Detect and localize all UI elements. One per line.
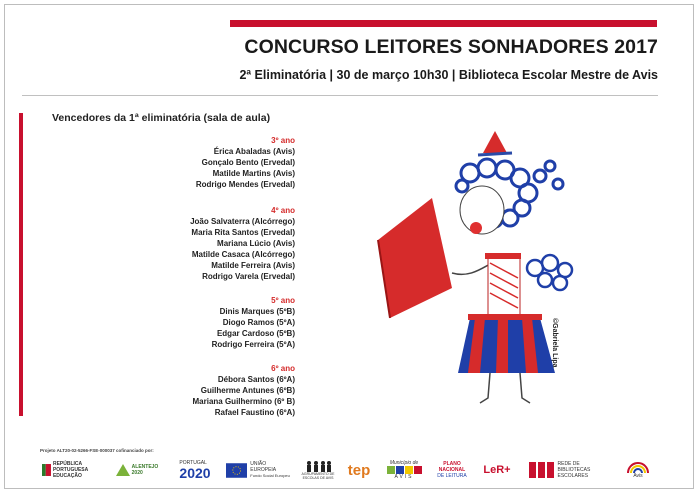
face (460, 186, 504, 234)
logo-sub: EDUCAÇÃO (52, 473, 82, 479)
alentejo-icon (116, 464, 130, 476)
rainbow-icon (626, 461, 650, 473)
hat-shape (483, 131, 507, 153)
logo-label: UNIÃO EUROPEIA (250, 461, 277, 473)
grade-label: 3º ano (271, 136, 295, 145)
winner-name: João Salvaterra (Alcórrego) (190, 217, 295, 226)
rbe-icon (529, 462, 555, 478)
portugal-2020-logo (170, 458, 220, 482)
logo-label: REPÚBLICA PORTUGUESA (52, 461, 89, 473)
winner-name: Rodrigo Ferreira (5ºA) (211, 340, 295, 349)
winner-name: Rodrigo Varela (Ervedal) (202, 272, 295, 281)
winner-name: Matilde Ferreira (Avis) (211, 261, 295, 270)
winners-list (75, 135, 295, 433)
winner-name: Edgar Cardoso (5ºB) (216, 329, 295, 338)
winner-name: Dinis Marques (5ºB) (219, 307, 295, 316)
logo-label: Município de (389, 460, 419, 466)
winner-name: Matilde Martins (Avis) (212, 169, 295, 178)
red-book (378, 198, 452, 318)
funding-note: Projeto ALT20-02-5266-FSE-000037 cofinanciado por: (40, 448, 154, 453)
wings (527, 255, 572, 290)
logo-label: PLANO NACIONAL (438, 461, 466, 473)
logo-label: PORTUGAL (179, 460, 207, 466)
winner-name: Érica Abaladas (Avis) (213, 147, 295, 156)
winner-name: Mariana Lúcio (Avis) (217, 239, 295, 248)
be-avis-logo (622, 458, 654, 482)
alentejo-2020-logo (108, 458, 166, 482)
logo-label: ALENTEJO (131, 464, 159, 470)
grade-group-5 (75, 295, 295, 350)
republica-portuguesa-logo (42, 458, 102, 482)
municipio-avis-logo (382, 458, 426, 482)
logo-label: tep (347, 461, 371, 479)
winner-name: Rafael Faustino (6ºA) (214, 408, 295, 417)
grade-label: 4º ano (271, 206, 295, 215)
logo-label: REDE DE BIBLIOTECAS ESCOLARES (557, 461, 591, 479)
event-subtitle: 2ª Eliminatória | 30 de março 10h30 | Biblioteca Escolar Mestre de Avis (239, 68, 658, 82)
logo-label: LeR+ (483, 464, 511, 476)
page-title: CONCURSO LEITORES SONHADORES 2017 (244, 36, 658, 58)
grade-label: 5º ano (271, 296, 295, 305)
winner-name: Guilherme Antunes (6ºB) (200, 386, 295, 395)
avis-color-blocks (387, 466, 422, 474)
plano-nacional-leitura-logo (432, 458, 472, 482)
winner-name: Rodrigo Mendes (Ervedal) (195, 180, 295, 189)
header-divider (22, 95, 658, 96)
top-accent-bar (230, 20, 657, 27)
grade-group-3 (75, 135, 295, 190)
section-heading: Vencedores da 1ª eliminatória (sala de aula) (52, 112, 271, 124)
rede-bibliotecas-logo (522, 458, 614, 482)
grade-group-4 (75, 205, 295, 282)
agrupamento-logo (298, 458, 338, 482)
eu-flag-icon (226, 463, 247, 478)
reader-illustration (370, 128, 590, 413)
logo-sub: DE LEITURA (437, 473, 467, 479)
side-accent-bar (19, 113, 23, 416)
winner-name: Débora Santos (6ºA) (217, 375, 295, 384)
ler-mais-logo (480, 458, 514, 482)
logo-sub: 2020 (131, 470, 143, 476)
grade-label: 6º ano (271, 364, 295, 373)
winner-name: Matilde Casaca (Alcórrego) (191, 250, 295, 259)
winner-name: Maria Rita Santos (Ervedal) (191, 228, 295, 237)
footer-logos (40, 448, 660, 488)
uniao-europeia-logo (226, 458, 292, 482)
flag-icon (42, 462, 51, 478)
winner-name: Gonçalo Bento (Ervedal) (201, 158, 295, 167)
logo-sub: Fundo Social Europeu (250, 473, 290, 478)
people-icon (305, 460, 331, 472)
logo-label: AGRUPAMENTO DE ESCOLAS DE AVIS (301, 472, 335, 480)
logo-sub: AVIS (394, 474, 414, 480)
tep-logo (342, 458, 376, 482)
illustration-credit: ©Gabriela Lipa (551, 318, 558, 368)
grade-group-6 (75, 363, 295, 418)
logo-sub: Avis (633, 473, 643, 479)
winner-name: Diogo Ramos (5ºA) (222, 318, 295, 327)
logo-sub: 2020 (179, 465, 211, 481)
winner-name: Mariana Guilhermino (6º B) (192, 397, 295, 406)
